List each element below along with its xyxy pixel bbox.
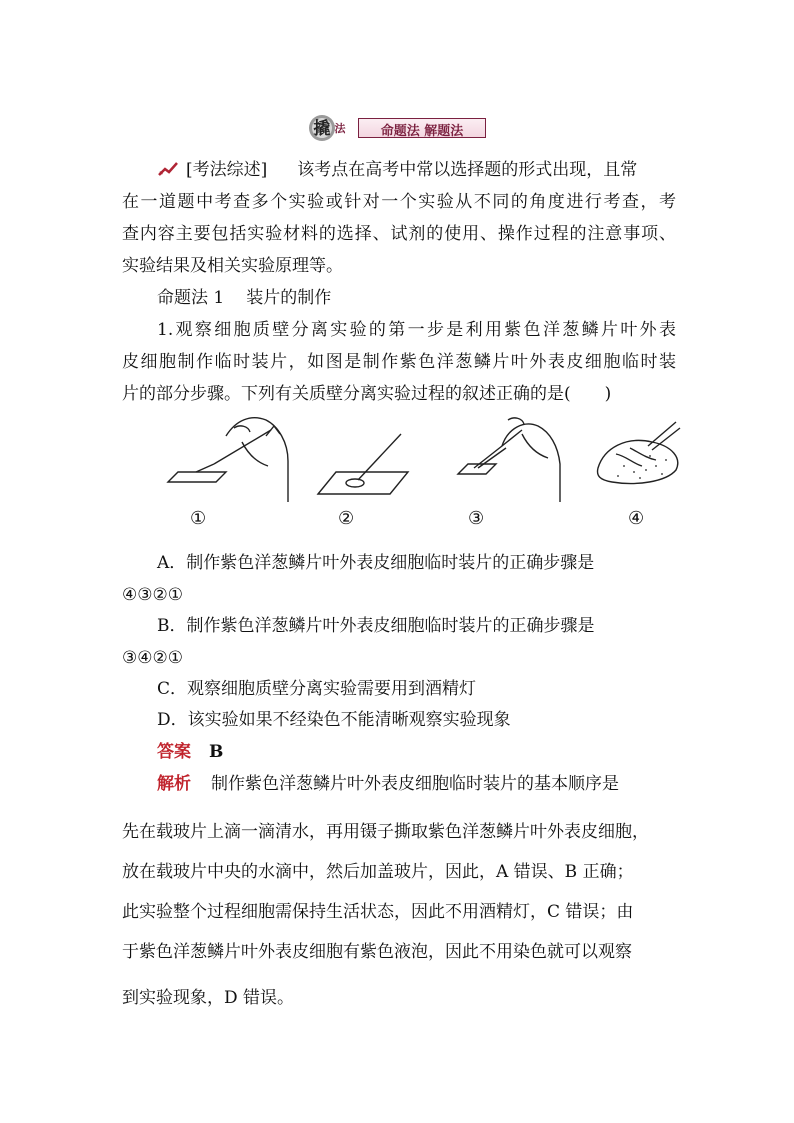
step-label-2: ② bbox=[338, 508, 355, 529]
method-title: 装片的制作 bbox=[246, 288, 332, 308]
analysis-line-3: 放在载玻片中央的水滴中，然后加盖玻片，因此，A 错误、B 正确； bbox=[122, 862, 634, 882]
analysis-line-5: 于紫色洋葱鳞片叶外表皮细胞有紫色液泡，因此不用染色就可以观察 bbox=[122, 942, 632, 962]
procedure-figure bbox=[156, 406, 702, 542]
step-label-4: ④ bbox=[628, 508, 645, 529]
banner-title-box bbox=[358, 118, 486, 138]
procedure-illustration bbox=[156, 406, 702, 506]
banner-title: 命题法 解题法 bbox=[380, 124, 464, 139]
method-heading bbox=[157, 286, 331, 310]
analysis-line-4: 此实验整个过程细胞需保持生活状态，因此不用酒精灯，C 错误；由 bbox=[122, 902, 634, 922]
option-b-line-2: ③④②① bbox=[122, 648, 183, 668]
answer-value: B bbox=[209, 742, 224, 762]
summary-line-2: 在一道题中考查多个实验或针对一个实验从不同的角度进行考查，考 bbox=[122, 192, 676, 212]
summary-line-4: 实验结果及相关实验原理等。 bbox=[122, 256, 343, 276]
step-label-3: ③ bbox=[468, 508, 485, 529]
question-line-1: 1.观察细胞质壁分离实验的第一步是利用紫色洋葱鳞片叶外表 bbox=[157, 320, 676, 340]
summary-tag: [考法综述] bbox=[186, 160, 268, 180]
step-label-1: ① bbox=[190, 508, 207, 529]
answer-line bbox=[157, 740, 223, 764]
option-c: C．观察细胞质壁分离实验需要用到酒精灯 bbox=[157, 679, 477, 699]
method-label: 命题法 1 bbox=[157, 288, 225, 308]
analysis-line-2: 先在载玻片上滴一滴清水，再用镊子撕取紫色洋葱鳞片叶外表皮细胞， bbox=[122, 822, 649, 842]
answer-label: 答案 bbox=[157, 742, 191, 762]
option-a-line-2: ④③②① bbox=[122, 585, 183, 605]
banner-badge-icon bbox=[306, 113, 346, 143]
section-banner bbox=[306, 113, 488, 143]
analysis-line-6: 到实验现象，D 错误。 bbox=[122, 988, 295, 1008]
pen-icon bbox=[157, 161, 179, 177]
summary-text-1: 该考点在高考中常以选择题的形式出现，且常 bbox=[297, 160, 638, 180]
analysis-text-1: 制作紫色洋葱鳞片叶外表皮细胞临时装片的基本顺序是 bbox=[211, 774, 619, 794]
option-a-line-1: A．制作紫色洋葱鳞片叶外表皮细胞临时装片的正确步骤是 bbox=[157, 553, 595, 573]
analysis-label: 解析 bbox=[157, 774, 191, 794]
option-b-line-1: B．制作紫色洋葱鳞片叶外表皮细胞临时装片的正确步骤是 bbox=[157, 616, 595, 636]
banner-badge-char: 撬 bbox=[313, 119, 331, 139]
banner-badge-sub: 法 bbox=[334, 122, 346, 135]
question-line-2: 皮细胞制作临时装片，如图是制作紫色洋葱鳞片叶外表皮细胞临时装 bbox=[122, 352, 676, 372]
analysis-line-1 bbox=[157, 772, 619, 796]
summary-line-3: 查内容主要包括实验材料的选择、试剂的使用、操作过程的注意事项、 bbox=[122, 224, 676, 244]
option-d: D．该实验如果不经染色不能清晰观察实验现象 bbox=[157, 710, 511, 730]
summary-line-1 bbox=[186, 158, 637, 182]
question-line-3: 片的部分步骤。下列有关质壁分离实验过程的叙述正确的是( ) bbox=[122, 384, 612, 404]
